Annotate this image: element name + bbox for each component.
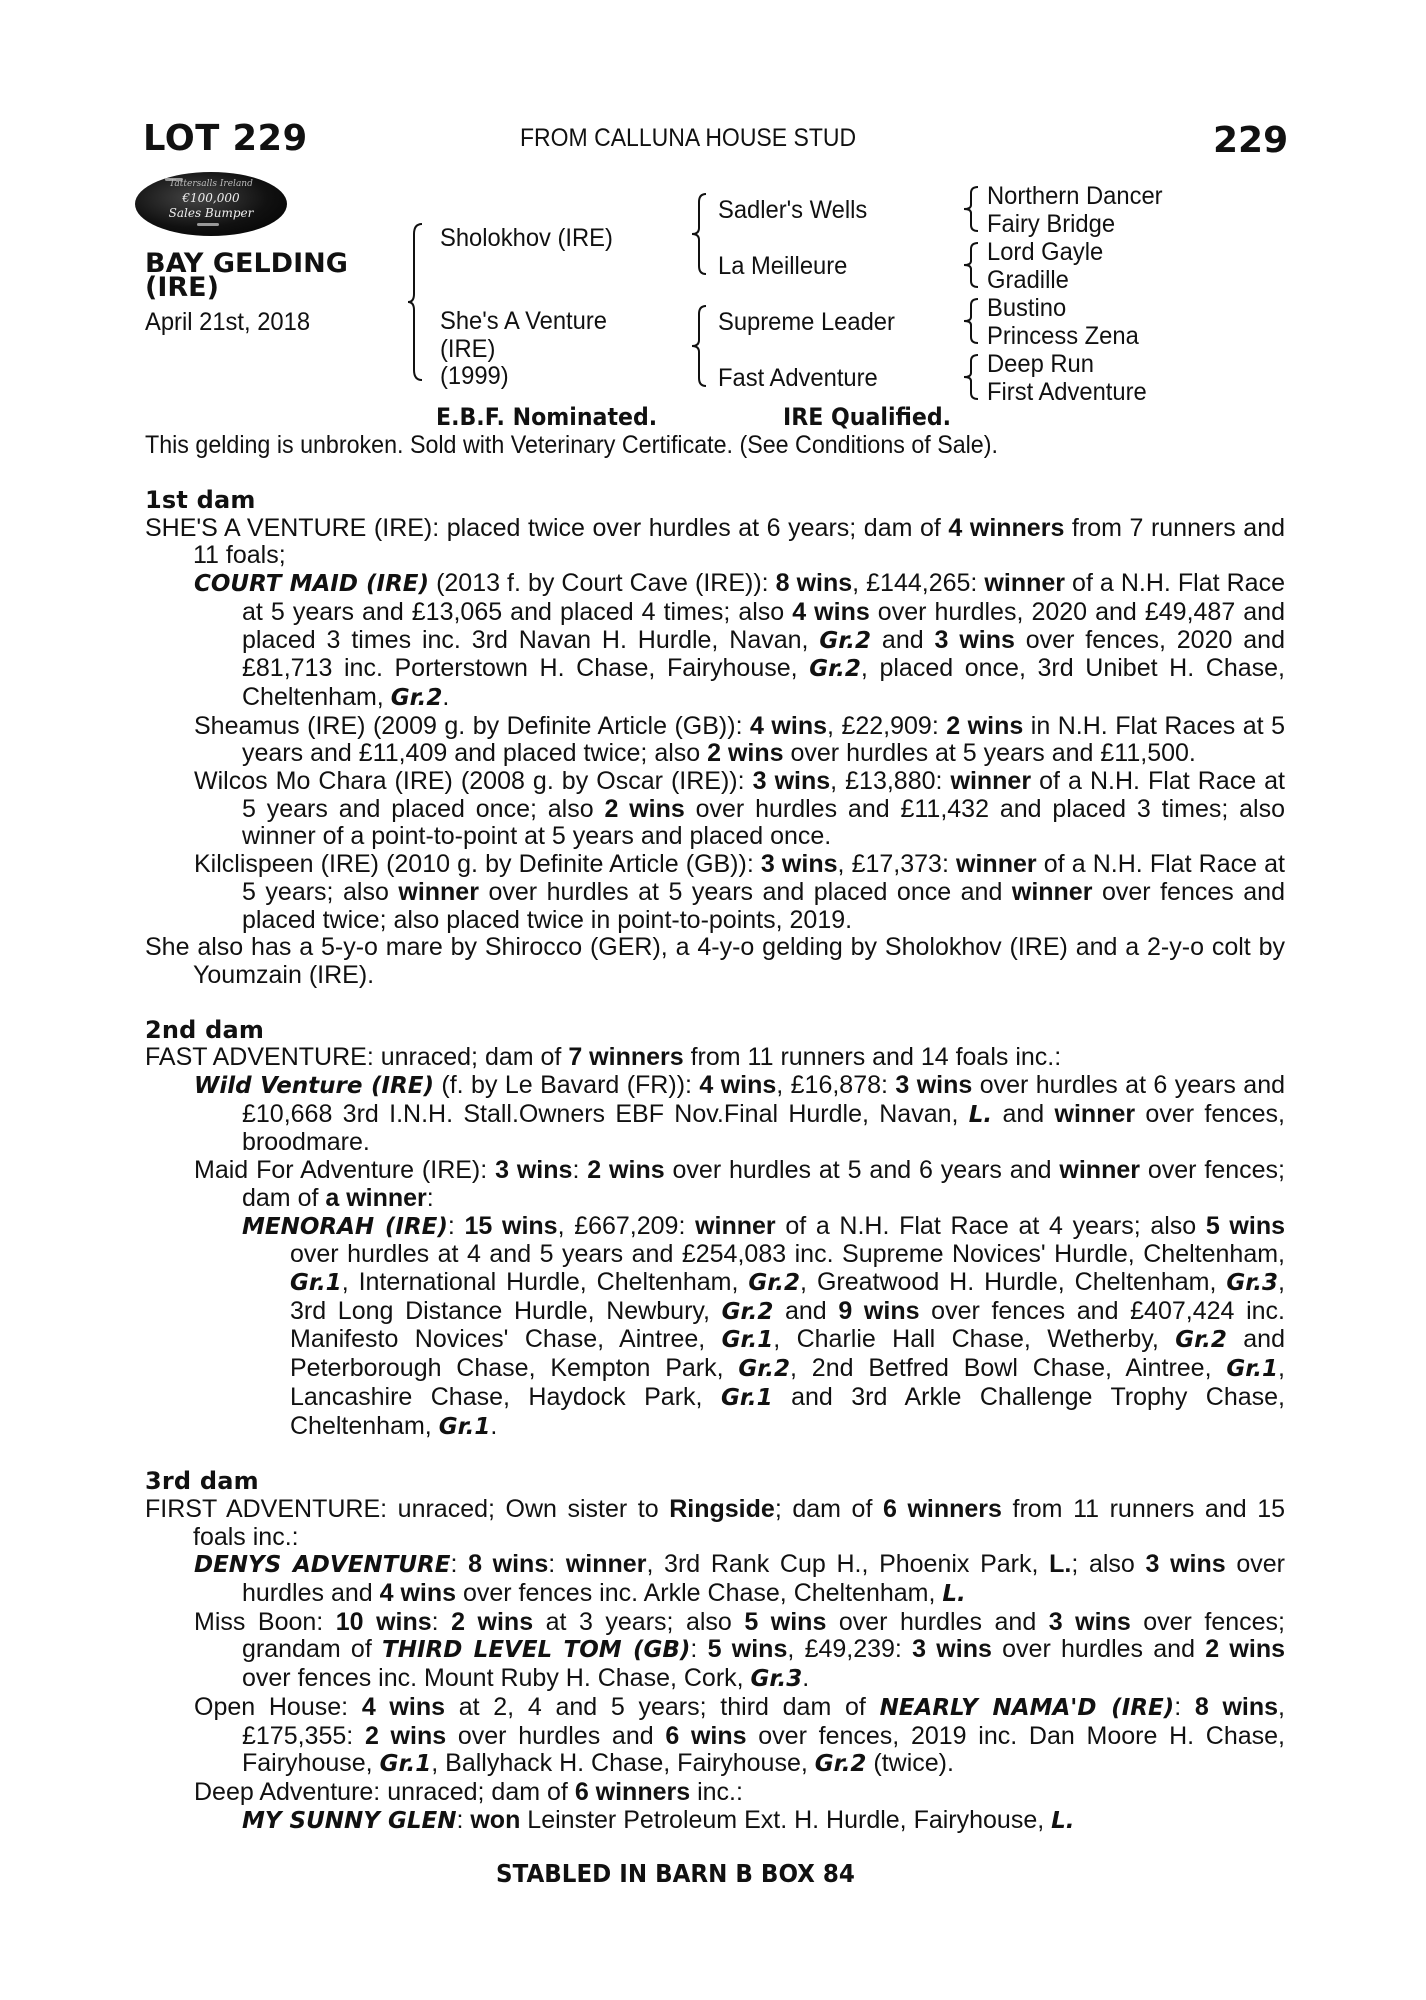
bold-text: 5 wins xyxy=(744,1607,827,1636)
pedigree-dam-dam: Fast Adventure xyxy=(718,364,878,392)
text-run: over hurdles at 5 years and £11,500. xyxy=(783,739,1196,768)
text-run: : xyxy=(431,1607,452,1636)
bold-text: 2 wins xyxy=(364,1721,447,1750)
horse-name-highlight: MY SUNNY GLEN xyxy=(242,1807,457,1834)
bold-text: 2 wins xyxy=(451,1607,534,1636)
text-run: : xyxy=(456,1805,471,1834)
text-run: of a N.H. Flat Race at 4 years; also xyxy=(775,1211,1206,1240)
text-run: over hurdles at 4 and 5 years and £254,083 inc. Supreme Novices' Hurdle, Cheltenham, xyxy=(290,1240,1285,1269)
horse-name-highlight: Gr.3 xyxy=(1226,1269,1279,1296)
horse-name-highlight: NEARLY NAMA'D (IRE) xyxy=(879,1694,1175,1721)
bold-text: 2 wins xyxy=(604,794,685,823)
bold-text: 15 wins xyxy=(464,1211,558,1240)
bold-text: winner xyxy=(950,767,1032,796)
text-run: , Lancashire Chase, Haydock Park, xyxy=(290,1354,1285,1411)
produce-entry xyxy=(145,1694,1285,1779)
section-heading: 3rd dam xyxy=(145,1467,259,1496)
bold-text: 3 wins xyxy=(895,1071,973,1100)
text-run: , £22,909: xyxy=(827,711,947,740)
text-run: from 7 runners and 11 foals; xyxy=(193,513,1285,570)
pedigree-brace-sire xyxy=(690,192,710,276)
text-run: over fences inc. Arkle Chase, Cheltenham, xyxy=(456,1579,943,1608)
produce-entry xyxy=(145,768,1285,851)
bold-text: 3 wins xyxy=(1048,1607,1131,1636)
bold-text: winner xyxy=(956,850,1037,879)
text-run: over fences and £407,424 inc. Manifesto Novices' Chase, Aintree, xyxy=(290,1296,1285,1354)
horse-name-highlight: Gr.1 xyxy=(721,1327,774,1354)
pedigree-brace-gen3-1 xyxy=(962,185,982,233)
bold-text: winner xyxy=(565,1550,647,1579)
text-run: and xyxy=(992,1099,1055,1128)
text-run: of a N.H. Flat Race at 5 years; also xyxy=(242,850,1285,906)
horse-name-highlight: Gr.2 xyxy=(721,1298,774,1325)
pedigree-brace-gen3-3 xyxy=(962,297,982,345)
pedigree-gen3-4: Gradille xyxy=(987,266,1069,294)
bold-text: 8 wins xyxy=(468,1550,549,1579)
text-run: over hurdles and xyxy=(826,1607,1049,1636)
pedigree-gen3-6: Princess Zena xyxy=(987,322,1139,350)
text-run: ; also xyxy=(1071,1550,1146,1579)
text-run: . xyxy=(442,682,450,711)
text-run: , Greatwood H. Hurdle, Cheltenham, xyxy=(800,1267,1227,1296)
text-run: , £16,878: xyxy=(776,1071,896,1100)
horse-name-highlight: L. xyxy=(968,1101,993,1128)
produce-entry xyxy=(145,713,1285,768)
text-run: : xyxy=(450,1550,469,1579)
horse-name-highlight: L. xyxy=(942,1581,966,1608)
pedigree-brace-gen1 xyxy=(406,222,426,382)
text-run: (twice). xyxy=(866,1749,954,1778)
text-run: Maid For Adventure (IRE): xyxy=(194,1156,496,1185)
section-gap xyxy=(145,990,1285,1017)
horse-name-highlight: Gr.2 xyxy=(748,1269,801,1296)
text-run: : xyxy=(572,1156,588,1185)
pedigree-dam-sire: Supreme Leader xyxy=(718,308,895,336)
section-heading: 2nd dam xyxy=(145,1015,265,1044)
bold-text: 3 wins xyxy=(495,1156,573,1185)
text-run: over hurdles and xyxy=(242,1550,1285,1608)
dam-entry xyxy=(145,515,1285,570)
bold-text: 2 wins xyxy=(707,739,784,768)
text-run: of a N.H. Flat Race at 5 years and £13,065 and placed 4 times; also xyxy=(242,569,1285,626)
bold-text: 2 wins xyxy=(587,1156,665,1185)
text-run: at 2, 4 and 5 years; third dam of xyxy=(445,1692,880,1721)
text-run: and 3rd Arkle Challenge Trophy Chase, Cheltenham, xyxy=(290,1382,1285,1440)
text-run: , £175,355: xyxy=(242,1692,1285,1750)
produce-entry xyxy=(145,1072,1285,1157)
text-run: Deep Adventure: unraced; dam of xyxy=(194,1777,575,1806)
pedigree-gen3-7: Deep Run xyxy=(987,350,1094,378)
text-run: in N.H. Flat Races at 5 years and £11,409 and placed twice; also xyxy=(242,711,1286,768)
produce-entry xyxy=(145,570,1285,713)
bold-text: 10 wins xyxy=(335,1607,432,1636)
pedigree-dam-line-2: (IRE) xyxy=(440,335,496,363)
text-run: SHE'S A VENTURE (IRE): placed twice over hurdles at 6 years; dam of xyxy=(145,513,949,542)
horse-name-highlight: Gr.3 xyxy=(750,1666,803,1693)
produce-entry xyxy=(145,1779,1285,1807)
text-run: at 3 years; also xyxy=(533,1607,745,1636)
bold-text: winner xyxy=(695,1211,776,1240)
text-run: , £667,209: xyxy=(557,1211,696,1240)
dam-entry xyxy=(145,1496,1285,1551)
text-run: over fences, 2019 inc. Dan Moore H. Chase, Fairyhouse, xyxy=(242,1721,1286,1778)
bold-text: 3 wins xyxy=(760,850,838,879)
horse-name-highlight: Gr.1 xyxy=(720,1384,773,1411)
bold-text: 6 winners xyxy=(574,1777,691,1806)
text-run: . xyxy=(802,1664,810,1693)
lot-title: LOT 229 xyxy=(143,118,308,159)
text-run: over fences; grandam of xyxy=(242,1607,1285,1664)
bold-text: 4 wins xyxy=(379,1579,457,1608)
text-run: , 3rd Long Distance Hurdle, Newbury, xyxy=(290,1267,1285,1325)
text-run: Open House: xyxy=(194,1692,362,1721)
horse-name-highlight: Gr.1 xyxy=(290,1269,342,1296)
dam-sections xyxy=(145,487,1285,1835)
pedigree-gen3-3: Lord Gayle xyxy=(987,238,1104,266)
text-run: from 11 runners and 15 foals inc.: xyxy=(193,1494,1286,1551)
horse-name-highlight: Gr.1 xyxy=(438,1413,491,1440)
bold-text: 5 wins xyxy=(707,1635,788,1664)
pedigree-brace-gen3-2 xyxy=(962,241,982,289)
text-run: , £13,880: xyxy=(830,767,951,796)
consignor: FROM CALLUNA HOUSE STUD xyxy=(520,124,857,152)
bold-text: winner xyxy=(398,877,479,906)
horse-name-highlight: COURT MAID (IRE) xyxy=(194,571,430,598)
horse-sex-line-1: BAY GELDING xyxy=(145,248,348,279)
text-run: over fences; dam of xyxy=(242,1156,1285,1212)
bold-text: winner xyxy=(1054,1099,1136,1128)
bold-text: 2 wins xyxy=(1205,1635,1285,1664)
horse-name-highlight: Gr.2 xyxy=(390,684,443,711)
text-run: , 2nd Betfred Bowl Chase, Aintree, xyxy=(790,1354,1227,1383)
bold-text: winner xyxy=(1011,877,1093,906)
bold-text: Ringside xyxy=(669,1494,775,1523)
produce-entry xyxy=(145,851,1285,934)
bold-text: winner xyxy=(1059,1156,1140,1185)
bold-text: 3 wins xyxy=(1145,1550,1226,1579)
text-run: , placed once, 3rd Unibet H. Chase, Cheltenham, xyxy=(242,654,1285,711)
horse-name-highlight: Gr.1 xyxy=(379,1751,432,1778)
produce-entry xyxy=(145,1807,1285,1836)
text-run: over hurdles at 5 years and placed once and xyxy=(478,877,1012,906)
text-run: FAST ADVENTURE: unraced; dam of xyxy=(145,1043,569,1072)
bold-text: 7 winners xyxy=(568,1043,684,1072)
text-run: over hurdles and xyxy=(991,1635,1206,1664)
pedigree-gen3-2: Fairy Bridge xyxy=(987,210,1116,238)
text-run: over fences, broodmare. xyxy=(242,1099,1285,1157)
foaling-date: April 21st, 2018 xyxy=(145,308,311,336)
sale-note: This gelding is unbroken. Sold with Veterinary Certificate. (See Conditions of Sale). xyxy=(145,431,998,459)
text-run: (2013 f. by Court Cave (IRE)): xyxy=(429,569,776,598)
text-run: over hurdles at 5 and 6 years and xyxy=(664,1156,1060,1185)
text-run: over fences inc. Mount Ruby H. Chase, Cork, xyxy=(242,1664,751,1693)
produce-entry xyxy=(145,1609,1285,1694)
dam-section xyxy=(145,487,1285,990)
horse-sex-line-2: (IRE) xyxy=(145,272,219,303)
bold-text: 9 wins xyxy=(838,1296,920,1325)
horse-name-highlight: Wild Venture (IRE) xyxy=(194,1073,434,1100)
bold-text: won xyxy=(470,1805,521,1834)
sales-bumper-badge xyxy=(135,172,287,236)
text-run: (f. by Le Bavard (FR)): xyxy=(433,1071,700,1100)
horse-name-highlight: Gr.1 xyxy=(1226,1356,1279,1383)
text-run: , £144,265: xyxy=(852,569,985,598)
bold-text: 3 wins xyxy=(752,767,831,796)
bold-text: 6 wins xyxy=(665,1721,747,1750)
text-run: , £17,373: xyxy=(837,850,957,879)
horse-name-highlight: THIRD LEVEL TOM (GB) xyxy=(382,1637,691,1664)
bold-text: 4 wins xyxy=(361,1692,445,1721)
text-run: , 3rd Rank Cup H., Phoenix Park, xyxy=(646,1550,1050,1579)
bold-text: 3 wins xyxy=(912,1635,992,1664)
text-run: : xyxy=(426,1183,434,1212)
text-run: , Ballyhack H. Chase, Fairyhouse, xyxy=(431,1749,815,1778)
dam-section xyxy=(145,1468,1285,1835)
text-run: : xyxy=(548,1550,566,1579)
pedigree-brace-gen3-4 xyxy=(962,353,982,401)
bold-text: 4 wins xyxy=(792,597,870,626)
bold-text: 4 winners xyxy=(948,513,1065,542)
text-run: over hurdles, 2020 and £49,487 and placed 3 times inc. 3rd Navan H. Hurdle, Navan, xyxy=(242,597,1285,654)
text-run: Leinster Petroleum Ext. H. Hurdle, Fairyhouse, xyxy=(520,1805,1052,1834)
text-run: from 11 runners and 14 foals inc.: xyxy=(683,1043,1062,1072)
horse-name-highlight: Gr.2 xyxy=(809,656,861,683)
text-run: , International Hurdle, Cheltenham, xyxy=(341,1267,749,1296)
pedigree-gen3-1: Northern Dancer xyxy=(987,182,1163,210)
text-run: and xyxy=(871,625,935,654)
badge-line-3: Sales Bumper xyxy=(168,206,254,220)
produce-entry xyxy=(145,1213,1285,1442)
stabling-info: STABLED IN BARN B BOX 84 xyxy=(496,1859,855,1888)
horse-name-highlight: Gr.2 xyxy=(1175,1327,1227,1354)
pedigree-dam-line-3: (1999) xyxy=(440,362,509,390)
text-run: She also has a 5-y-o mare by Shirocco (GER), a 4-y-o gelding by Sholokhov (IRE) and a 2-y-o colt by Youmzain (IRE). xyxy=(145,933,1285,989)
text-run: Sheamus (IRE) (2009 g. by Definite Article (GB)): xyxy=(194,711,751,740)
text-run: over fences and placed twice; also placed twice in point-to-points, 2019. xyxy=(242,877,1285,934)
text-run: : xyxy=(447,1211,465,1240)
text-run: : xyxy=(690,1635,708,1664)
lot-number: 229 xyxy=(1213,120,1289,161)
bold-text: 2 wins xyxy=(946,711,1024,740)
ire-qualified: IRE Qualified. xyxy=(783,403,952,431)
text-run: over hurdles at 6 years and £10,668 3rd I.N.H. Stall.Owners EBF Nov.Final Hurdle, Navan, xyxy=(242,1071,1286,1128)
text-run: over fences, 2020 and £81,713 inc. Porterstown H. Chase, Fairyhouse, xyxy=(242,625,1285,683)
pedigree-sire-dam: La Meilleure xyxy=(718,252,848,280)
bold-text: a winner xyxy=(325,1183,427,1212)
badge-line-1: Tattersalls Ireland xyxy=(169,179,253,189)
horse-name-highlight: Gr.2 xyxy=(819,627,872,654)
text-run: of a N.H. Flat Race at 5 years and placed once; also xyxy=(242,767,1285,823)
pedigree-gen3-8: First Adventure xyxy=(987,378,1147,406)
text-run: and Peterborough Chase, Kempton Park, xyxy=(290,1325,1285,1383)
bold-text: 4 wins xyxy=(699,1071,777,1100)
produce-entry xyxy=(145,1551,1285,1608)
horse-name-highlight: MENORAH (IRE) xyxy=(242,1213,448,1240)
horse-name-highlight: Gr.2 xyxy=(814,1751,867,1778)
section-gap xyxy=(145,1441,1285,1468)
text-run: and xyxy=(773,1296,839,1325)
pedigree-brace-dam xyxy=(690,304,710,388)
bold-text: winner xyxy=(984,569,1065,598)
text-run: : xyxy=(1174,1692,1195,1721)
bold-text: 5 wins xyxy=(1205,1211,1285,1240)
text-run: , £49,239: xyxy=(787,1635,913,1664)
pedigree-sire-sire: Sadler's Wells xyxy=(718,196,868,224)
horse-sex xyxy=(145,248,348,303)
bold-text: 4 wins xyxy=(750,711,828,740)
bold-text: 8 wins xyxy=(1194,1692,1279,1721)
produce-entry xyxy=(145,1157,1285,1212)
dam-entry xyxy=(145,934,1285,989)
dam-entry xyxy=(145,1044,1285,1072)
ebf-nominated: E.B.F. Nominated. xyxy=(436,403,658,431)
horse-name-highlight: Gr.2 xyxy=(738,1356,791,1383)
text-run: . xyxy=(490,1411,498,1440)
badge-line-2: €100,000 xyxy=(182,191,240,205)
text-run: , Charlie Hall Chase, Wetherby, xyxy=(773,1325,1176,1354)
bold-text: L. xyxy=(1049,1550,1072,1579)
horse-name-highlight: DENYS ADVENTURE xyxy=(194,1552,451,1579)
pedigree-gen3-5: Bustino xyxy=(987,294,1067,322)
text-run: Miss Boon: xyxy=(194,1607,336,1636)
text-run: over hurdles and xyxy=(446,1721,666,1750)
text-run: Wilcos Mo Chara (IRE) (2008 g. by Oscar (IRE)): xyxy=(194,767,753,796)
bold-text: 8 wins xyxy=(775,569,853,598)
section-heading: 1st dam xyxy=(145,486,256,514)
horse-silhouette-icon xyxy=(197,223,219,226)
text-run: ; dam of xyxy=(774,1494,883,1523)
bold-text: 6 winners xyxy=(882,1494,1002,1523)
pedigree-sire: Sholokhov (IRE) xyxy=(440,224,613,252)
horse-name-highlight: L. xyxy=(1051,1807,1075,1834)
text-run: inc.: xyxy=(690,1777,743,1806)
text-run: over hurdles and £11,432 and placed 3 times; also winner of a point-to-point at 5 years and placed once. xyxy=(242,794,1285,851)
bold-text: 3 wins xyxy=(934,625,1015,654)
text-run: Kilclispeen (IRE) (2010 g. by Definite Article (GB)): xyxy=(194,850,761,879)
pedigree-dam-line-1: She's A Venture xyxy=(440,307,607,335)
dam-section xyxy=(145,1017,1285,1442)
text-run: FIRST ADVENTURE: unraced; Own sister to xyxy=(145,1494,670,1523)
